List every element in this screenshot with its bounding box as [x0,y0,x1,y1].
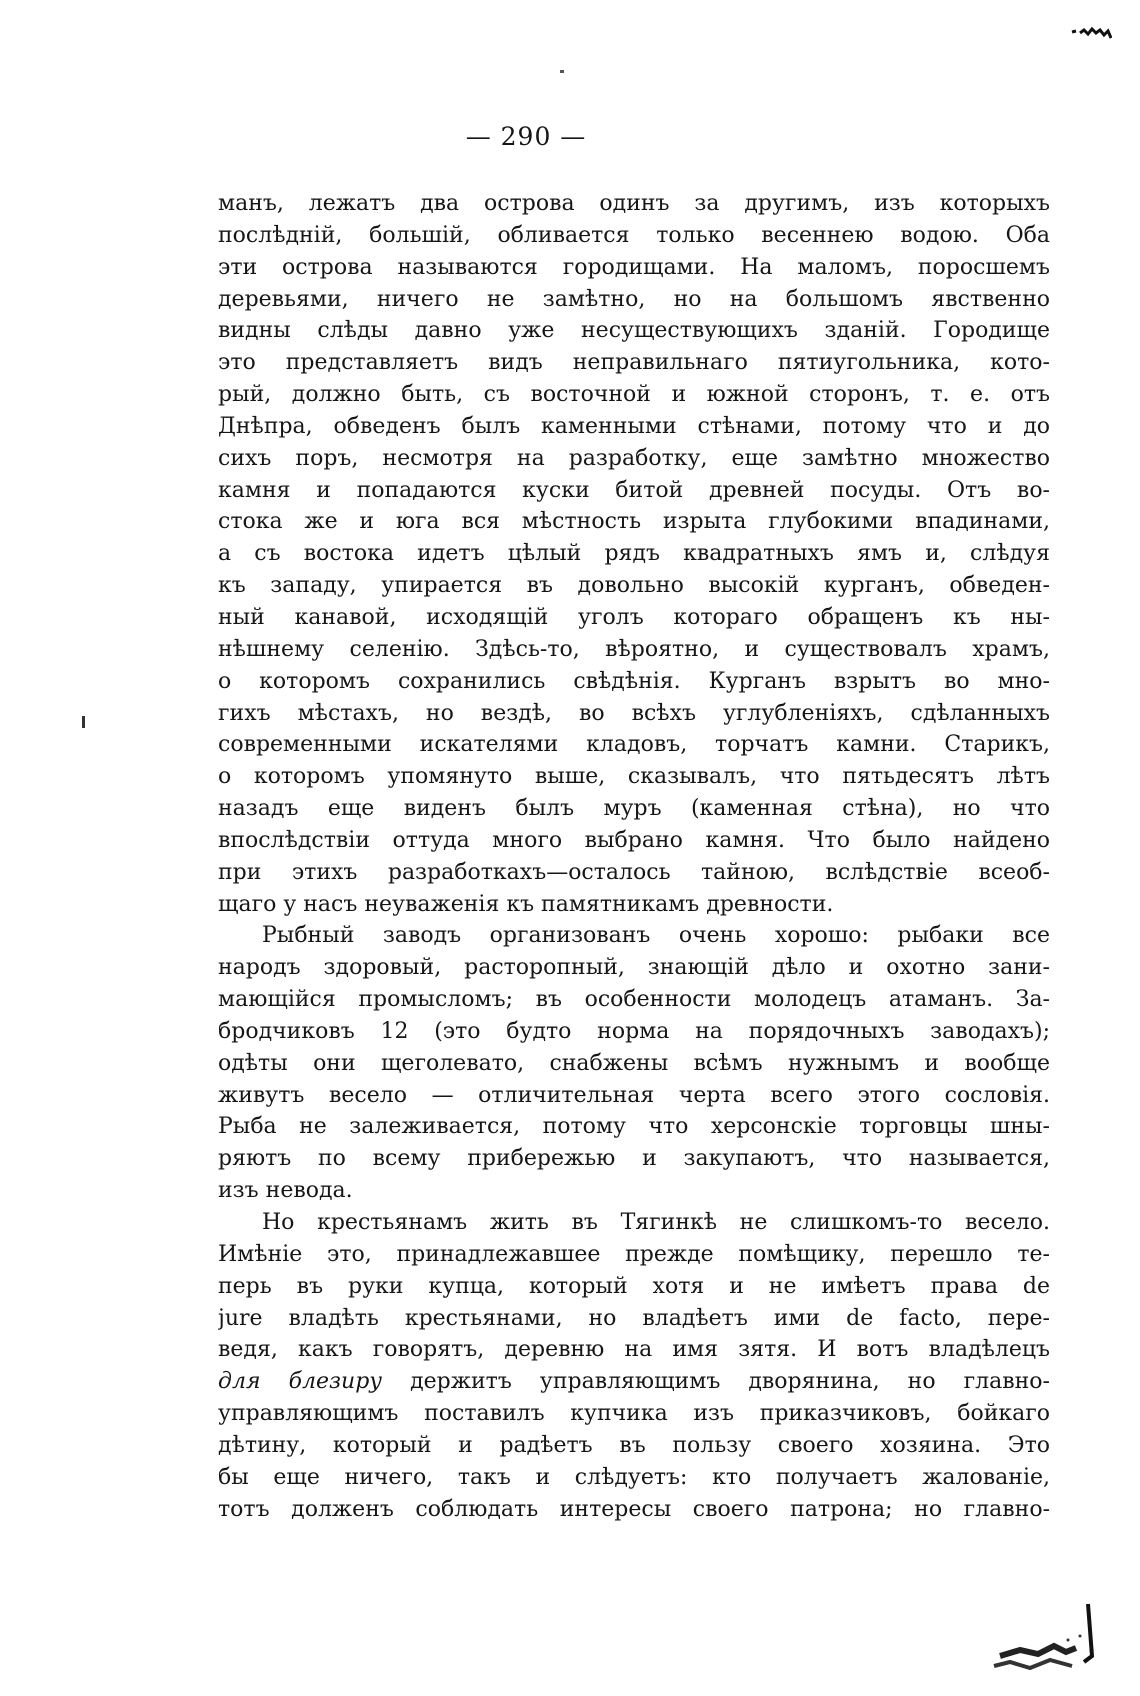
text-line: ведя, какъ говорятъ, деревню на имя зятя. И вотъ владѣлецъ [218,1337,1050,1363]
scan-corner-mark [1070,26,1112,40]
text-line: Имѣнiе это, принадлежавшее прежде помѣщику, перешло те- [218,1241,1050,1267]
text-line: къ западу, упирается въ довольно высокiй курганъ, обведен- [218,573,1050,599]
text-line: о которомъ сохранились свѣдѣнiя. Курганъ взрытъ во мно- [218,668,1050,694]
text-line: эти острова называются городищами. На маломъ, поросшемъ [218,254,1050,280]
text-line: послѣднiй, большiй, обливается только весеннею водою. Оба [218,222,1050,248]
text-line: ряютъ по всему прибережью и закупаютъ, что называется, [218,1146,1050,1172]
text-line: ный канавой, исходящiй уголъ котораго обращенъ къ ны- [218,604,1050,630]
italic-phrase: для блезиру [218,1369,383,1395]
text-line: перь въ руки купца, который хотя и не имѣетъ права de [218,1273,1050,1299]
text-line: современными искателями кладовъ, торчатъ камни. Старикъ, [218,732,1050,758]
text-line-rest: держитъ управляющимъ дворянина, но главно- [382,1369,1050,1395]
text-line: дѣтину, который и радѣетъ въ пользу своего хозяина. Это [218,1432,1050,1458]
scan-corner-mark [980,1596,1110,1676]
body-text [218,188,1050,1525]
text-line: впослѣдствiи оттуда много выбрано камня. Что было найдено [218,827,1050,853]
text-line: стока же и юга вся мѣстность изрыта глубокими впадинами, [218,509,1050,535]
paragraph-start-line: Но крестьянамъ жить въ Тягинкѣ не слишкомъ-то весело. [262,1210,1050,1235]
text-line: щаго у насъ неуваженiя къ памятникамъ древности. [218,891,834,917]
text-line: живутъ весело — отличительная черта всего этого сословiя. [218,1082,1050,1108]
text-line: изъ невода. [218,1178,353,1204]
text-line: видны слѣды давно уже несуществующихъ зданiй. Городище [218,318,1050,344]
text-line: рый, должно быть, съ восточной и южной сторонъ, т. е. отъ [218,382,1050,408]
text-line: при этихъ разработкахъ—осталось тайною, вслѣдствiе всеоб- [218,859,1050,885]
text-line: тотъ долженъ соблюдать интересы своего патрона; но главно- [218,1496,1050,1522]
text-line: гихъ мѣстахъ, но вездѣ, во всѣхъ углубленiяхъ, сдѣланныхъ [218,700,1050,726]
text-line: Рыба не залеживается, потому что херсонскiе торговцы шны- [218,1114,1050,1140]
page-number: — 290 — [465,122,587,151]
scan-speck [560,70,564,73]
text-line: манъ, лежатъ два острова одинъ за другимъ, изъ которыхъ [218,191,1050,216]
scan-margin-mark [82,716,85,728]
text-line: деревьями, ничего не замѣтно, но на большомъ явственно [218,286,1050,312]
text-line: назадъ еще виденъ былъ муръ (каменная стѣна), но что [218,796,1050,822]
text-line: нѣшнему селенiю. Здѣсь-то, вѣроятно, и существовалъ храмъ, [218,636,1050,662]
text-line: управляющимъ поставилъ купчика изъ приказчиковъ, бойкаго [218,1401,1050,1427]
text-line: бы еще ничего, такъ и слѣдуетъ: кто получаетъ жалованiе, [218,1464,1050,1490]
text-line: jure владѣть крестьянами, но владѣетъ ими de facto, пере- [218,1305,1050,1331]
text-line: одѣты они щеголевато, снабжены всѣмъ нужнымъ и вообще [218,1050,1050,1076]
text-line: о которомъ упомянуто выше, сказывалъ, что пятьдесятъ лѣтъ [218,764,1050,790]
text-line: народъ здоровый, расторопный, знающiй дѣло и охотно зани- [218,955,1050,981]
text-line: а съ востока идетъ цѣлый рядъ квадратныхъ ямъ и, слѣдуя [218,541,1050,567]
text-line-with-italic [218,1366,1050,1398]
text-line: камня и попадаются куски битой древней посуды. Отъ во- [218,477,1050,503]
paragraph-start-line: Рыбный заводъ организованъ очень хорошо: рыбаки все [262,923,1050,949]
text-line: сихъ поръ, несмотря на разработку, еще замѣтно множество [218,445,1050,471]
text-line: Днѣпра, обведенъ былъ каменными стѣнами, потому что и до [218,413,1050,439]
text-line: это представляетъ видъ неправильнаго пятиугольника, кото- [218,350,1050,376]
text-line: бродчиковъ 12 (это будто норма на порядочныхъ заводахъ); [218,1018,1050,1044]
text-line: мающiйся промысломъ; въ особенности молодецъ атаманъ. За- [218,987,1050,1013]
